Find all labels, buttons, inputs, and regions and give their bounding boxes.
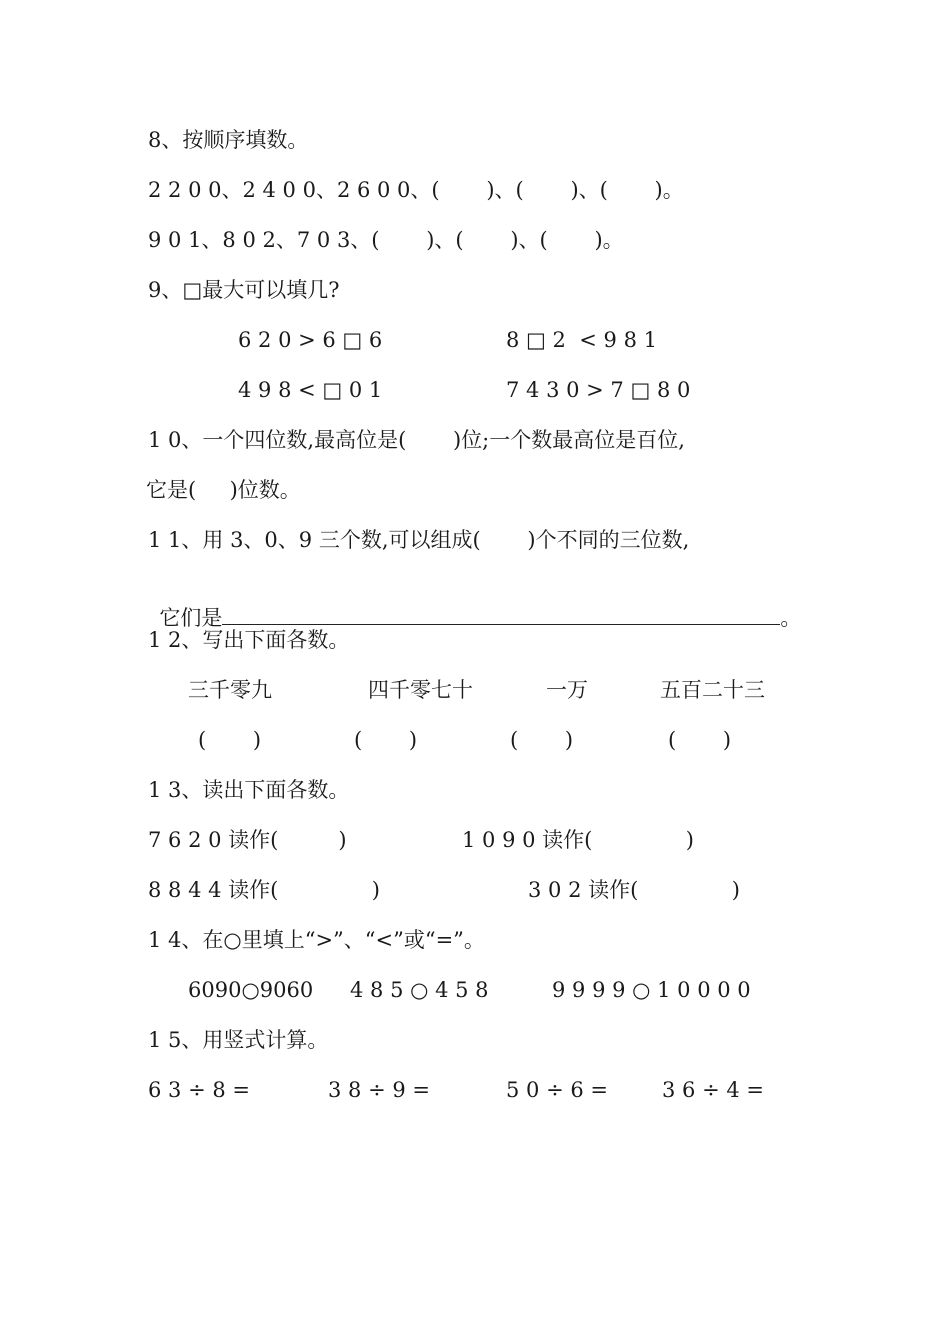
q8-sequence-row-2: 9 0 1、8 0 2、7 0 3、( )、( )、( )。: [148, 228, 624, 252]
q9-item-a: 6 2 0 > 6 □ 6: [238, 328, 383, 352]
q14-item-c: 9 9 9 9 ○ 1 0 0 0 0: [552, 978, 751, 1002]
q11-line-2: [146, 576, 801, 632]
q15-item-2: 3 8 ÷ 9 =: [328, 1078, 430, 1102]
q15-title: 1 5、用竖式计算。: [148, 1028, 329, 1052]
q10-line-2: 它是( )位数。: [146, 478, 301, 502]
q9-item-b: 8 □ 2 < 9 8 1: [506, 328, 657, 352]
q13-item-c: 8 8 4 4 读作( ): [148, 878, 380, 902]
q8-title: 8、按顺序填数。: [148, 128, 309, 152]
q15-item-3: 5 0 ÷ 6 =: [506, 1078, 608, 1102]
q15-item-4: 3 6 ÷ 4 =: [662, 1078, 764, 1102]
q9-item-c: 4 9 8 < □ 0 1: [238, 378, 383, 402]
q11-line-2-suffix: 。: [780, 606, 802, 630]
q12-blank-3[interactable]: ( ): [510, 728, 574, 752]
q12-blank-1[interactable]: ( ): [198, 728, 262, 752]
q12-word-1: 三千零九: [188, 678, 272, 702]
q14-item-a: 6090○9060: [188, 978, 314, 1002]
q13-title: 1 3、读出下面各数。: [148, 778, 350, 802]
q12-word-2: 四千零七十: [368, 678, 473, 702]
q12-title: 1 2、写出下面各数。: [148, 628, 350, 652]
q13-item-d: 3 0 2 读作( ): [528, 878, 740, 902]
q9-item-d: 7 4 3 0 > 7 □ 8 0: [506, 378, 691, 402]
q9-title: 9、□最大可以填几?: [148, 278, 340, 302]
q13-item-a: 7 6 2 0 读作( ): [148, 828, 347, 852]
q10-line-1: 1 0、一个四位数,最高位是( )位;一个数最高位是百位,: [148, 428, 685, 452]
q12-blank-2[interactable]: ( ): [354, 728, 418, 752]
q12-blank-4[interactable]: ( ): [668, 728, 732, 752]
q14-item-b: 4 8 5 ○ 4 5 8: [350, 978, 489, 1002]
q8-sequence-row-1: 2 2 0 0、2 4 0 0、2 6 0 0、( )、( )、( )。: [148, 178, 684, 202]
q14-title: 1 4、在○里填上“>”、“<”或“=”。: [148, 928, 485, 952]
q11-answer-blank[interactable]: [222, 604, 780, 625]
q15-item-1: 6 3 ÷ 8 =: [148, 1078, 250, 1102]
q12-word-4: 五百二十三: [660, 678, 765, 702]
q11-line-1: 1 1、用 3、0、9 三个数,可以组成( )个不同的三位数,: [148, 528, 690, 552]
q13-item-b: 1 0 9 0 读作( ): [462, 828, 694, 852]
q11-line-2-prefix: 它们是: [159, 606, 223, 630]
q12-word-3: 一万: [546, 678, 588, 702]
